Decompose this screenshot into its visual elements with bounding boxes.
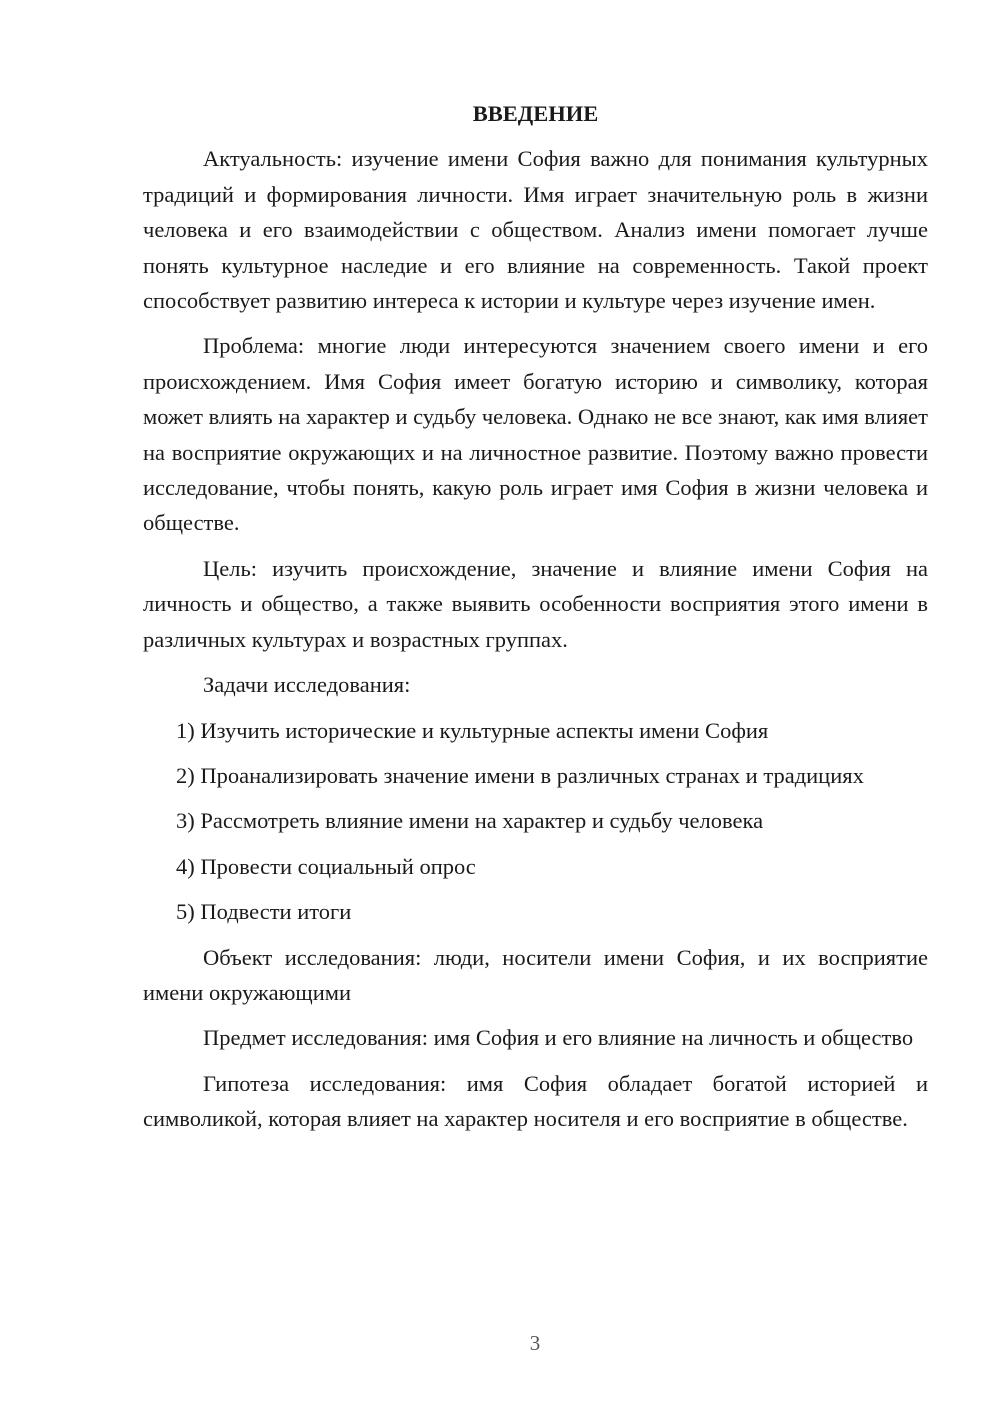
- task-item-2: 2) Проанализировать значение имени в различных странах и традициях: [176, 762, 864, 788]
- paragraph-subject: Предмет исследования: имя София и его влияние на личность и общество: [203, 1025, 914, 1051]
- section-title: ВВЕДЕНИЕ: [472, 101, 599, 126]
- paragraph-tasks-heading: Задачи исследования:: [203, 672, 411, 698]
- task-item-3: 3) Рассмотреть влияние имени на характер и судьбу человека: [176, 808, 764, 834]
- page-content: [143, 96, 928, 1147]
- task-item-1: 1) Изучить исторические и культурные аспекты имени София: [176, 717, 769, 743]
- paragraph-goal: Цель: изучить происхождение, значение и влияние имени София на личность и общество, а также выявить особенности восприятия этого имени в различных культурах и возрастных группах.: [143, 555, 928, 652]
- paragraph-object: Объект исследования: люди, носители имени София, и их восприятие имени окружающими: [143, 944, 928, 1005]
- paragraph-hypothesis: Гипотеза исследования: имя София обладает богатой историей и символикой, которая влияет на характер носителя и его восприятие в обществе.: [143, 1070, 928, 1132]
- task-item-4: 4) Провести социальный опрос: [176, 853, 476, 879]
- task-item-5: 5) Подвести итоги: [176, 899, 352, 925]
- page-number: 3: [529, 1331, 541, 1355]
- paragraph-problem: Проблема: многие люди интересуются значением своего имени и его происхождением. Имя София имеет богатую историю и символику, которая может влиять на характер и судьбу человека. Однако не все знают, как имя влияет на восприятие окружающих и на личностное развитие. Поэтому важно провести исследование, чтобы понять, какую роль играет имя София в жизни человека и обществе.: [143, 333, 928, 536]
- paragraph-relevance: Актуальность: изучение имени София важно для понимания культурных традиций и формирования личности. Имя играет значительную роль в жизни человека и его взаимодействии с обществом. Анализ имени помогает лучше понять культурное наследие и его влияние на современность. Такой проект способствует развитию интереса к истории и культуре через изучение имен.: [143, 146, 928, 314]
